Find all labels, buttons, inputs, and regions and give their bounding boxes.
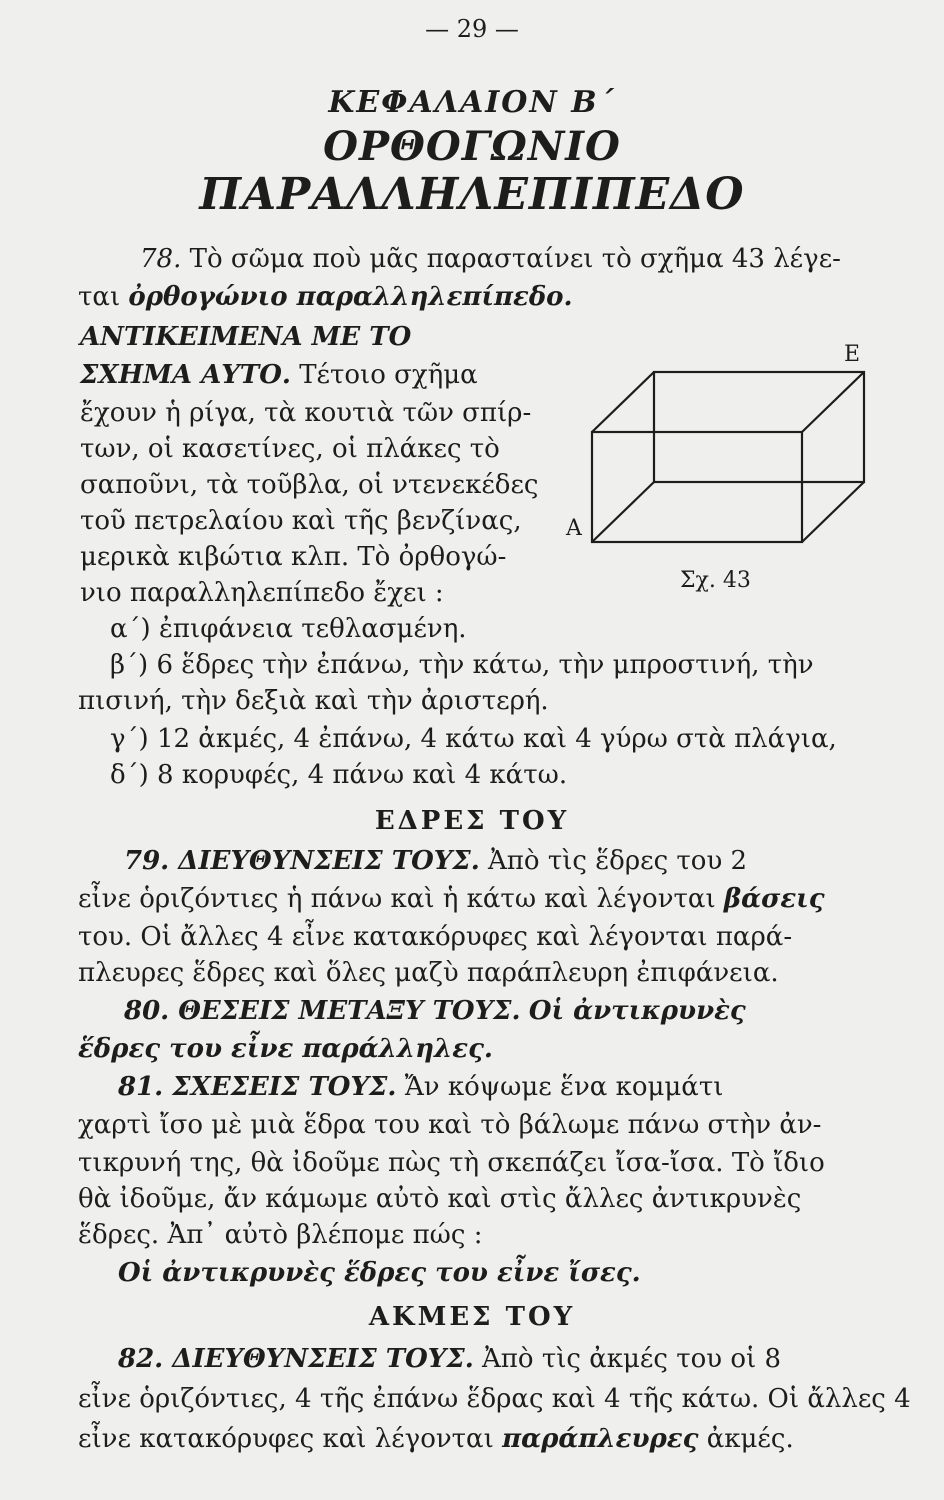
paragraph-81-conclusion: Οἱ ἀντικρυνὲς ἕδρες του εἶνε ἴσες. bbox=[118, 1258, 641, 1288]
objects-line-7: νιο παραλληλεπίπεδο ἔχει : bbox=[80, 578, 444, 608]
objects-line-3: των, οἱ κασετίνες, οἱ πλάκες τὸ bbox=[80, 434, 500, 464]
paragraph-81-line-5: ἕδρες. Ἀπ᾽ αὐτὸ βλέπομε πώς : bbox=[78, 1220, 483, 1250]
edge-bottom-left bbox=[592, 482, 654, 542]
paragraph-82-line-2: εἶνε ὁριζόντιες, 4 τῆς ἐπάνω ἕδρας καὶ 4 τῆς κάτω. Οἱ ἄλλες 4 bbox=[78, 1384, 911, 1414]
objects-line-1: ΣΧΗΜΑ ΑΥΤΟ. Τέτοιο σχῆμα bbox=[80, 360, 478, 390]
figure-43-box-diagram bbox=[566, 340, 878, 610]
paragraph-82-line-1: 82. ΔΙΕΥΘΥΝΣΕΙΣ ΤΟΥΣ. Ἀπὸ τὶς ἀκμές του οἱ 8 bbox=[118, 1344, 781, 1374]
paragraph-81-line-1: 81. ΣΧΕΣΕΙΣ ΤΟΥΣ. Ἄν κόψωμε ἕνα κομμάτι bbox=[118, 1072, 724, 1102]
title-line-1: ΟΡΘΟΓΩΝΙΟ bbox=[323, 123, 621, 170]
page-number: — 29 — bbox=[425, 15, 519, 43]
paragraph-79-line-3: του. Οἱ ἄλλες 4 εἶνε κατακόρυφες καὶ λέγονται παρά- bbox=[78, 922, 793, 952]
objects-line-5: τοῦ πετρελαίου καὶ τῆς βενζίνας, bbox=[80, 506, 522, 536]
paragraph-81-line-3: τικρυνή της, θὰ ἰδοῦμε πὼς τὴ σκεπάζει ἴσα-ἴσα. Τὸ ἴδιο bbox=[78, 1148, 825, 1178]
figure-caption: Σχ. 43 bbox=[680, 568, 751, 593]
section-edges-heading: ΑΚΜΕΣ ΤΟΥ bbox=[368, 1302, 576, 1332]
edge-top-left bbox=[592, 372, 654, 432]
property-d: δ΄) 8 κορυφές, 4 πάνω καὶ 4 κάτω. bbox=[110, 760, 568, 790]
property-c: γ΄) 12 ἀκμές, 4 ἐπάνω, 4 κάτω καὶ 4 γύρω στὰ πλάγια, bbox=[110, 724, 837, 754]
paragraph-78-number: 78. bbox=[140, 244, 182, 274]
paragraph-80-line-2: ἕδρες του εἶνε παράλληλες. bbox=[78, 1034, 493, 1064]
property-b-continued: πισινή, τὴν δεξιὰ καὶ τὴν ἀριστερή. bbox=[78, 686, 549, 716]
objects-line-6: μερικὰ κιβώτια κλπ. Τὸ ὀρθογώ- bbox=[80, 542, 507, 572]
paragraph-82-line-3: εἶνε κατακόρυφες καὶ λέγονται παράπλευρες ἀκμές. bbox=[78, 1424, 794, 1454]
paragraph-81-heading: 81. ΣΧΕΣΕΙΣ ΤΟΥΣ. bbox=[118, 1072, 397, 1102]
edge-top-right bbox=[802, 372, 864, 432]
edge-bottom-right bbox=[802, 482, 864, 542]
objects-heading-1: ΑΝΤΙΚΕΙΜΕΝΑ ΜΕ ΤΟ bbox=[80, 322, 412, 352]
term-lateral-edges: παράπλευρες bbox=[502, 1424, 699, 1454]
property-b: β΄) 6 ἕδρες τὴν ἐπάνω, τὴν κάτω, τὴν μπροστινή, τὴν bbox=[110, 650, 814, 680]
property-a: α΄) ἐπιφάνεια τεθλασμένη. bbox=[110, 614, 467, 644]
section-faces-heading: ΕΔΡΕΣ ΤΟΥ bbox=[374, 806, 570, 836]
paragraph-80-line-1: 80. ΘΕΣΕΙΣ ΜΕΤΑΞΥ ΤΟΥΣ. Οἱ ἀντικρυνὲς bbox=[124, 996, 746, 1026]
objects-line-4: σαποῦνι, τὰ τοῦβλα, οἱ ντενεκέδες bbox=[80, 470, 539, 500]
paragraph-78-line-2: ται ὀρθογώνιο παραλληλεπίπεδο. bbox=[78, 282, 573, 312]
objects-heading-2: ΣΧΗΜΑ ΑΥΤΟ. bbox=[80, 360, 291, 390]
back-face bbox=[654, 372, 864, 482]
term-bases: βάσεις bbox=[723, 884, 825, 914]
paragraph-81-line-4: θὰ ἰδοῦμε, ἄν κάμωμε αὐτὸ καὶ στὶς ἄλλες ἀντικρυνὲς bbox=[78, 1184, 802, 1214]
chapter-heading: ΚΕΦΑΛΑΙΟΝ Β΄ bbox=[328, 85, 616, 120]
paragraph-82-heading: 82. ΔΙΕΥΘΥΝΣΕΙΣ ΤΟΥΣ. bbox=[118, 1344, 474, 1374]
term-orthogonal-parallelepiped: ὀρθογώνιο παραλληλεπίπεδο. bbox=[128, 282, 573, 312]
paragraph-80-heading: 80. ΘΕΣΕΙΣ ΜΕΤΑΞΥ ΤΟΥΣ. bbox=[124, 996, 521, 1026]
paragraph-78-line-1: 78. Τὸ σῶμα ποὺ μᾶς παρασταίνει τὸ σχῆμα 43 λέγε- bbox=[140, 244, 841, 274]
paragraph-81-line-2: χαρτὶ ἴσο μὲ μιὰ ἕδρα του καὶ τὸ βάλωμε πάνω στὴν ἀν- bbox=[78, 1110, 822, 1140]
paragraph-79-line-2: εἶνε ὁριζόντιες ἡ πάνω καὶ ἡ κάτω καὶ λέγονται βάσεις bbox=[78, 884, 825, 914]
figure-label-e: Ε bbox=[844, 342, 861, 367]
front-face bbox=[592, 432, 802, 542]
title-line-2: ΠΑΡΑΛΛΗΛΕΠΙΠΕΔΟ bbox=[199, 169, 745, 220]
paragraph-79-line-4: πλευρες ἕδρες καὶ ὅλες μαζὺ παράπλευρη ἐπιφάνεια. bbox=[78, 958, 779, 988]
figure-label-a: Α bbox=[566, 516, 582, 541]
paragraph-79-heading: 79. ΔΙΕΥΘΥΝΣΕΙΣ ΤΟΥΣ. bbox=[124, 846, 480, 876]
paragraph-79-line-1: 79. ΔΙΕΥΘΥΝΣΕΙΣ ΤΟΥΣ. Ἀπὸ τὶς ἕδρες του 2 bbox=[124, 846, 748, 876]
objects-line-2: ἔχουν ἡ ρίγα, τὰ κουτιὰ τῶν σπίρ- bbox=[80, 398, 532, 428]
